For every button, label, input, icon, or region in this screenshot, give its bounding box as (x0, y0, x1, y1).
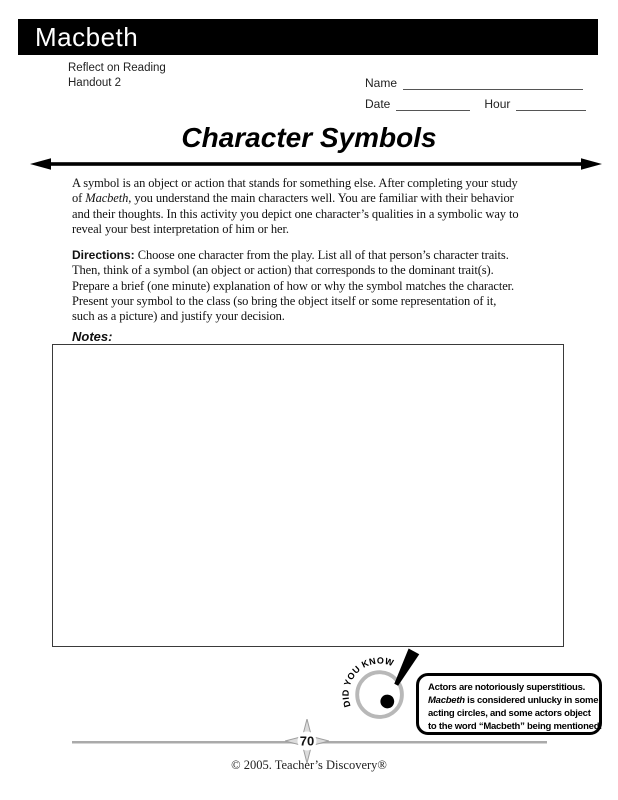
intro-line: reveal your best interpretation of him or her. (72, 221, 289, 236)
double-arrow-divider (30, 157, 602, 171)
handout-line2: Handout 2 (68, 77, 122, 89)
name-field[interactable] (403, 76, 583, 90)
intro-line: A symbol is an object or action that stands for something else. After completing your study (72, 176, 518, 190)
directions-line: Present your symbol to the class (so bring the object itself or some representation of it, (72, 293, 497, 308)
badge-circle (357, 672, 402, 717)
intro-line (72, 191, 592, 206)
dyk-line (428, 694, 599, 707)
did-you-know-callout (416, 673, 602, 735)
directions-line: Prepare a brief (one minute) explanation of how or why the symbol matches the character. (72, 278, 515, 293)
play-title-italic: Macbeth (85, 191, 129, 206)
hour-field[interactable] (516, 97, 586, 111)
notes-writing-box[interactable] (52, 344, 564, 647)
unit-title: Macbeth (35, 21, 139, 52)
activity-title: Character Symbols (181, 122, 437, 153)
dyk-line: Actors are notoriously superstitious. (428, 682, 586, 693)
handout-info (68, 61, 166, 91)
directions-text: Choose one character from the play. List all of that person’s character traits. (134, 248, 509, 262)
intro-text: , you understand the main characters well. You are familiar with their behavior (128, 191, 514, 206)
badge-arc-label: DID YOU KNOW (340, 655, 396, 709)
handout-line1: Reflect on Reading (68, 62, 166, 74)
unit-title-bar (18, 19, 598, 55)
intro-paragraph (72, 176, 592, 237)
hour-label: Hour (484, 97, 511, 111)
date-hour-row (365, 97, 586, 111)
dyk-line: to the word “Macbeth” being mentioned. (428, 721, 602, 732)
directions-line (72, 248, 592, 263)
page-number: 70 (299, 733, 315, 749)
name-row (365, 76, 583, 90)
intro-line: and their thoughts. In this activity you depict one character’s qualities in a symbolic way to (72, 206, 519, 221)
directions-paragraph (72, 248, 592, 324)
directions-line: such as a picture) and justify your decision. (72, 309, 285, 324)
dyk-line: acting circles, and some actors object (428, 708, 591, 719)
date-label: Date (365, 97, 391, 111)
directions-line: Then, think of a symbol (an object or action) that corresponds to the dominant trait(s). (72, 263, 494, 278)
dyk-text: is considered unlucky in some (464, 695, 599, 706)
copyright-text: © 2005. Teacher’s Discovery® (231, 758, 387, 772)
date-field[interactable] (396, 97, 470, 111)
page-number-star (285, 719, 329, 763)
play-title-italic: Macbeth (428, 695, 465, 706)
did-you-know-badge (340, 643, 426, 729)
intro-text: of (72, 191, 86, 206)
notes-label: Notes: (72, 329, 113, 344)
name-label: Name (365, 76, 398, 90)
directions-label: Directions: (72, 248, 135, 262)
